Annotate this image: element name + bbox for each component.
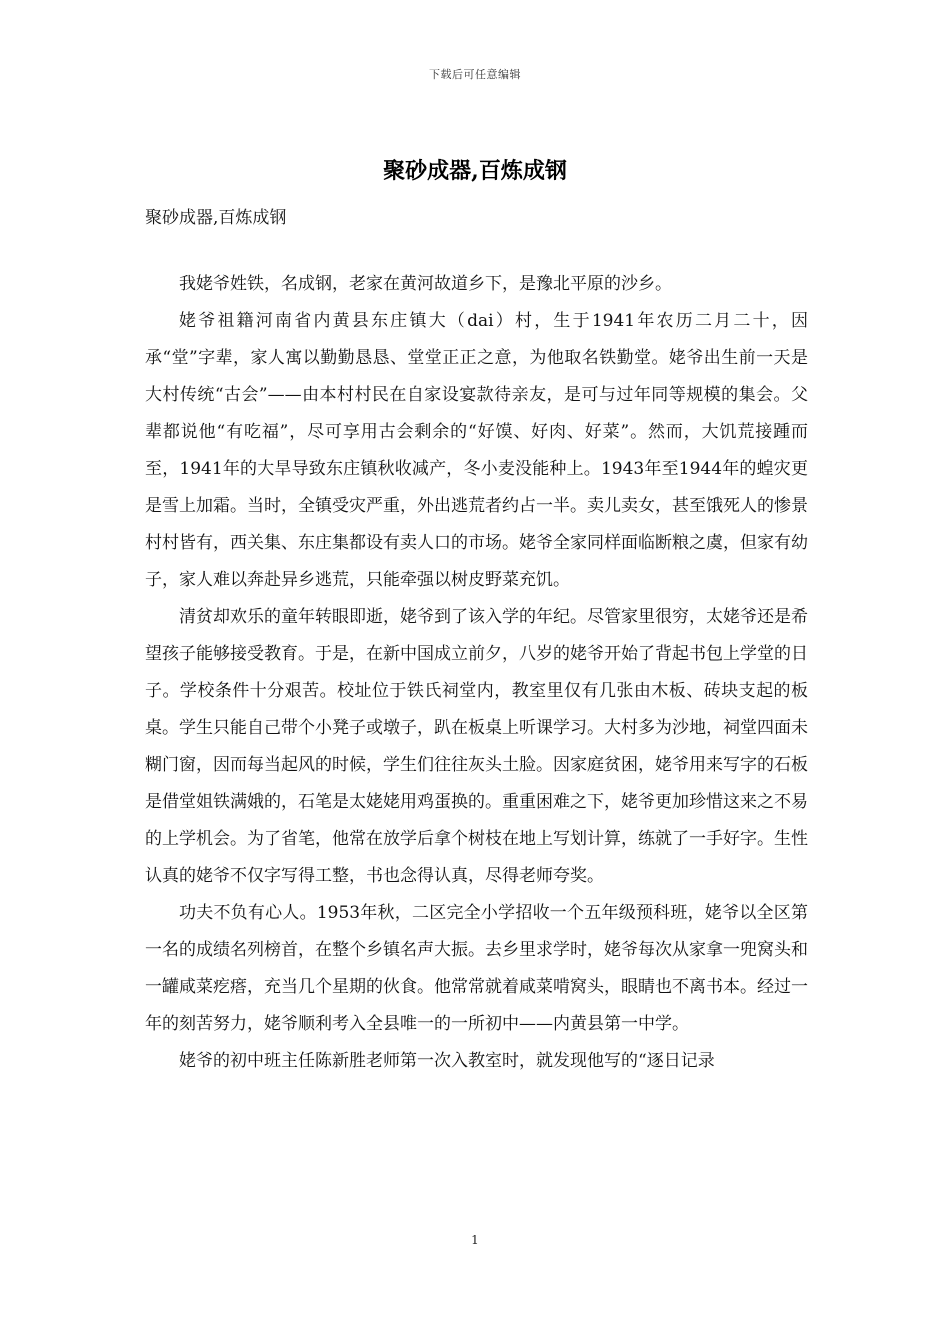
- paragraph-5: 姥爷的初中班主任陈新胜老师第一次入教室时，就发现他写的“逐日记录: [179, 1051, 715, 1071]
- document-subtitle: 聚砂成器,百炼成钢: [145, 208, 287, 228]
- paragraph-4: 功夫不负有心人。1953年秋，二区完全小学招收一个五年级预科班，姥爷以全区第一名的成绩名列榜首，在整个乡镇名声大振。去乡里求学时，姥爷每次从家拿一兜窝头和一罐咸菜疙瘩，充当几个星期的伙食。他常常就着咸菜啃窝头，眼睛也不离书本。经过一年的刻苦努力，姥爷顺利考入全县唯一的一所初中——内黄县第一中学。: [145, 903, 808, 1034]
- header-note: 下载后可任意编辑: [429, 68, 521, 81]
- paragraph-3: 清贫却欢乐的童年转眼即逝，姥爷到了该入学的年纪。尽管家里很穷，太姥爷还是希望孩子能够接受教育。于是，在新中国成立前夕，八岁的姥爷开始了背起书包上学堂的日子。学校条件十分艰苦。校址位于铁氏祠堂内，教室里仅有几张由木板、砖块支起的板桌。学生只能自己带个小凳子或墩子，趴在板桌上听课学习。大村多为沙地，祠堂四面未糊门窗，因而每当起风的时候，学生们往往灰头土脸。因家庭贫困，姥爷用来写字的石板是借堂姐铁满娥的，石笔是太姥姥用鸡蛋换的。重重困难之下，姥爷更加珍惜这来之不易的上学机会。为了省笔，他常在放学后拿个树枝在地上写划计算，练就了一手好字。生性认真的姥爷不仅字写得工整，书也念得认真，尽得老师夸奖。: [145, 607, 808, 886]
- document-title: 聚砂成器,百炼成钢: [383, 158, 567, 184]
- paragraph-2: 姥爷祖籍河南省内黄县东庄镇大（dai）村，生于1941年农历二月二十，因承“堂”字辈，家人寓以勤勤恳恳、堂堂正正之意，为他取名铁勤堂。姥爷出生前一天是大村传统“古会”——由本村村民在自家设宴款待亲友，是可与过年同等规模的集会。父辈都说他“有吃福”，尽可享用古会剩余的“好馍、好肉、好菜”。然而，大饥荒接踵而至，1941年的大旱导致东庄镇秋收减产，冬小麦没能种上。1943年至1944年的蝗灾更是雪上加霜。当时，全镇受灾严重，外出逃荒者约占一半。卖儿卖女，甚至饿死人的惨景村村皆有，西关集、东庄集都设有卖人口的市场。姥爷全家同样面临断粮之虞，但家有幼子，家人难以奔赴异乡逃荒，只能牵强以树皮野菜充饥。: [145, 311, 808, 590]
- document-body: [145, 266, 808, 1080]
- paragraph-1: 我姥爷姓铁，名成钢，老家在黄河故道乡下，是豫北平原的沙乡。: [179, 274, 672, 294]
- page-number: 1: [471, 1233, 479, 1247]
